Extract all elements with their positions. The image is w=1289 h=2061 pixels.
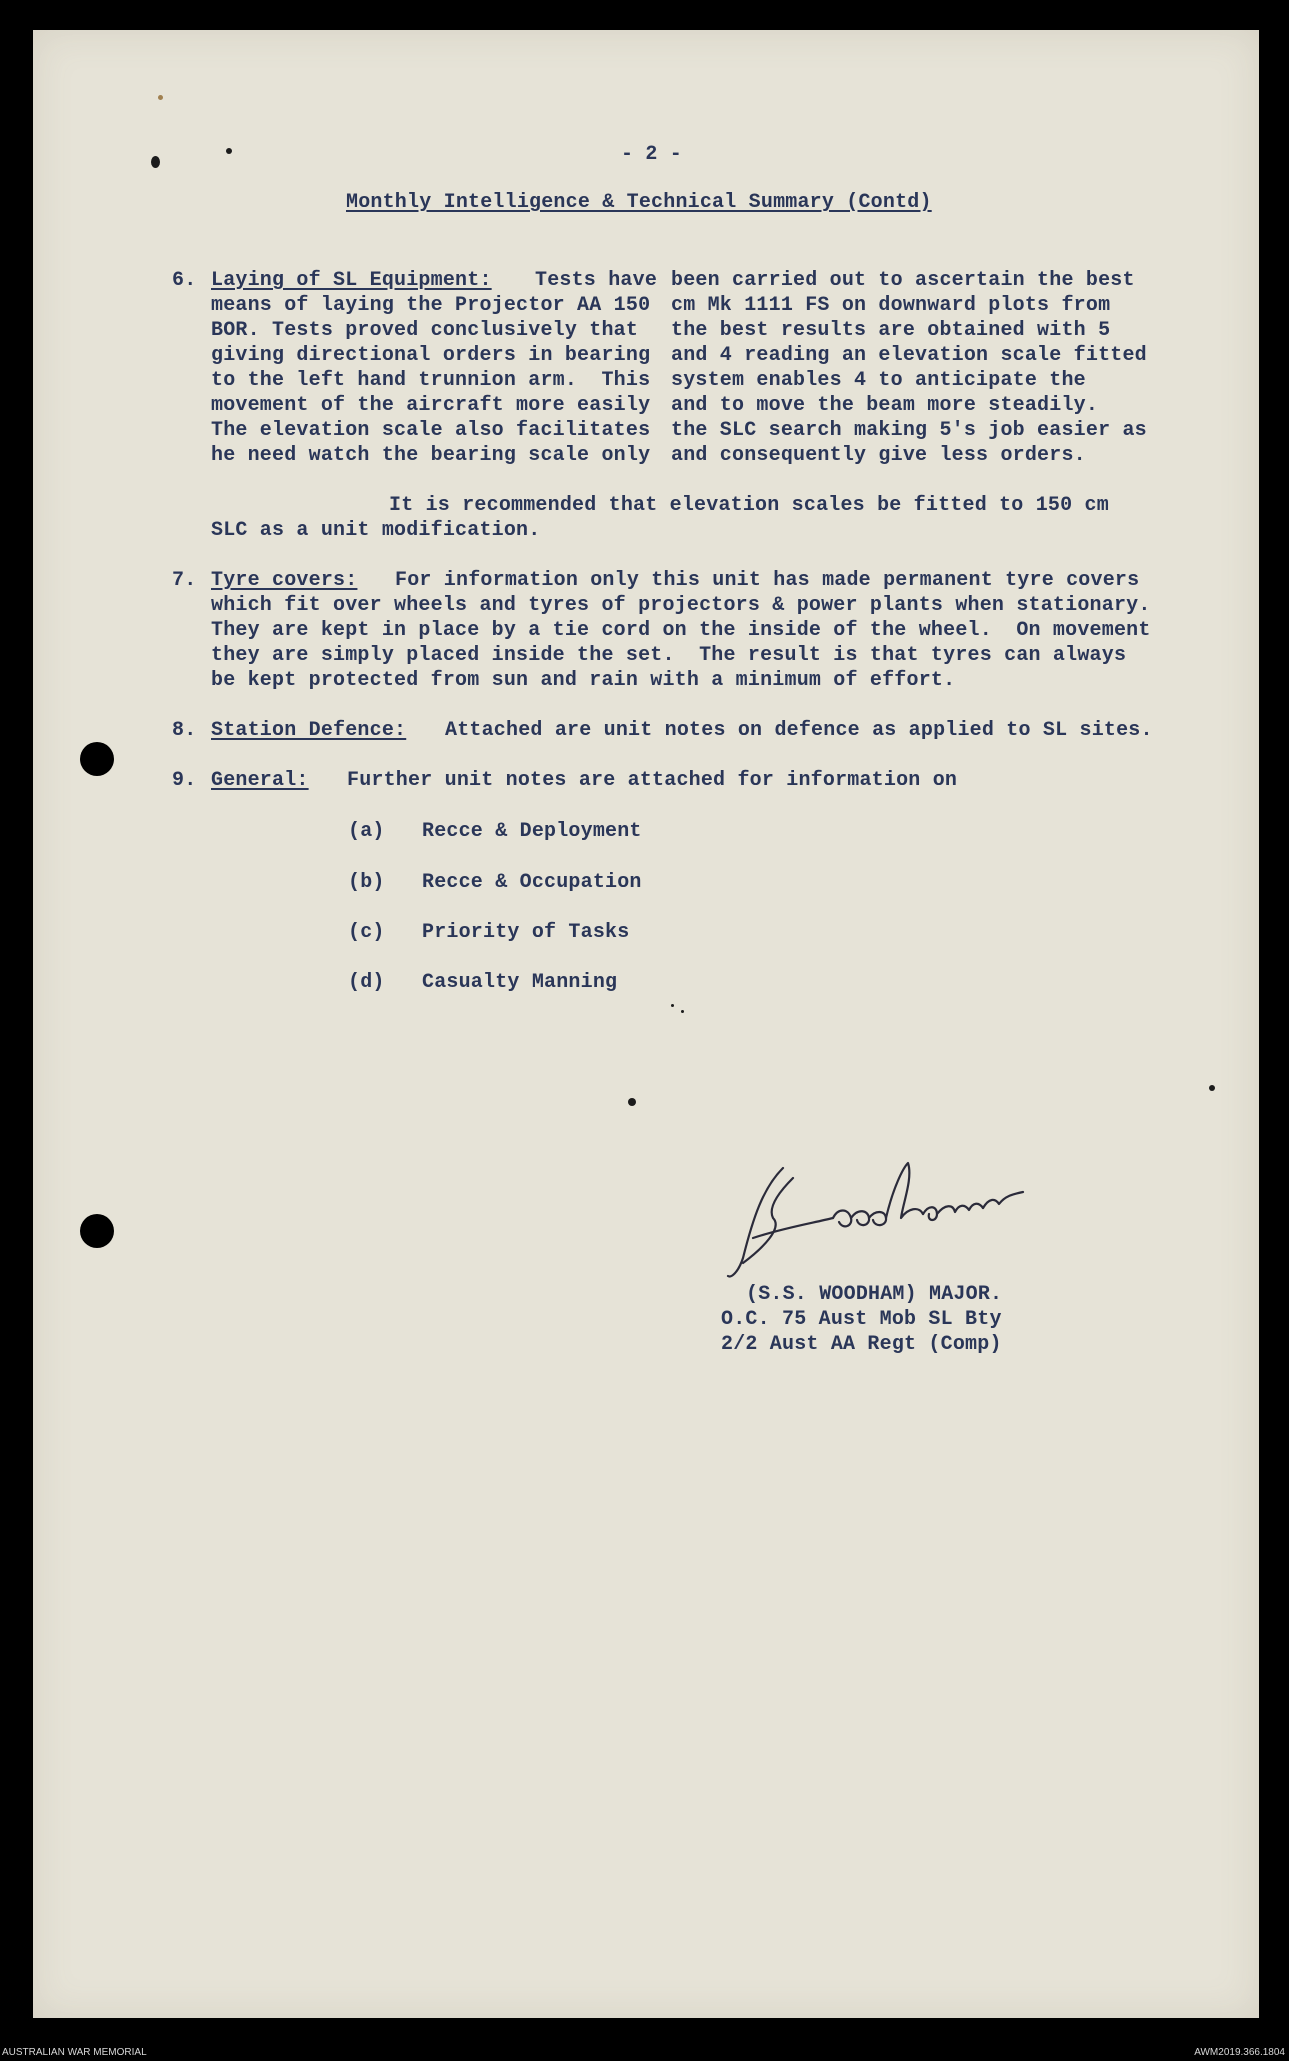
ink-speck — [681, 1010, 684, 1013]
punch-hole-top — [80, 742, 114, 776]
list-item-label: (c) — [348, 921, 385, 944]
item7-line: which fit over wheels and tyres of projectors & power plants when stationary. — [211, 594, 1151, 617]
handwritten-signature — [723, 1148, 1083, 1288]
item9-number: 9. — [172, 769, 197, 792]
item6-heading: Laying of SL Equipment: — [211, 269, 492, 292]
item9-text: Further unit notes are attached for information on — [347, 769, 958, 792]
item6-left-line: to the left hand trunnion arm. This — [211, 369, 651, 392]
ink-speck — [671, 1004, 674, 1007]
ink-speck — [1209, 1085, 1215, 1091]
list-item: Recce & Occupation — [422, 871, 642, 894]
list-item: Casualty Manning — [422, 971, 618, 994]
item6-left-line: The elevation scale also facilitates — [211, 419, 651, 442]
document-page — [33, 30, 1259, 2018]
item6-right-line: and consequently give less orders. — [671, 444, 1086, 467]
list-item: Recce & Deployment — [422, 820, 642, 843]
item8-text: Attached are unit notes on defence as applied to SL sites. — [445, 719, 1153, 742]
signatory-regiment: 2/2 Aust AA Regt (Comp) — [721, 1333, 1002, 1356]
item6-right-line: and 4 reading an elevation scale fitted — [671, 344, 1147, 367]
item6-right-line: been carried out to ascertain the best — [671, 269, 1135, 292]
item6-recommendation: SLC as a unit modification. — [211, 519, 541, 542]
ink-speck — [151, 156, 160, 168]
ink-speck — [226, 148, 232, 154]
item6-left-line: movement of the aircraft more easily — [211, 394, 651, 417]
item6-left-line: BOR. Tests proved conclusively that — [211, 319, 639, 342]
item7-line: For information only this unit has made permanent tyre covers — [395, 569, 1140, 592]
list-item-label: (b) — [348, 871, 385, 894]
page-title: Monthly Intelligence & Technical Summary (Contd) — [346, 191, 932, 214]
item6-recommendation: It is recommended that elevation scales be fitted to 150 cm — [389, 494, 1109, 517]
item8-number: 8. — [172, 719, 197, 742]
ink-speck — [628, 1098, 636, 1106]
item6-right-line: the best results are obtained with 5 — [671, 319, 1111, 342]
item9-heading: General: — [211, 769, 309, 792]
signatory-unit: O.C. 75 Aust Mob SL Bty — [721, 1308, 1002, 1331]
item6-left-line: means of laying the Projector AA 150 — [211, 294, 651, 317]
item6-right-line: and to move the beam more steadily. — [671, 394, 1099, 417]
signatory-name: (S.S. WOODHAM) MAJOR. — [746, 1283, 1003, 1306]
item6-left-line: he need watch the bearing scale only — [211, 444, 651, 467]
item7-line: they are simply placed inside the set. The result is that tyres can always — [211, 644, 1127, 667]
list-item: Priority of Tasks — [422, 921, 630, 944]
footer-accession-number: AWM2019.366.1804 — [1194, 2047, 1285, 2058]
list-item-label: (d) — [348, 971, 385, 994]
list-item-label: (a) — [348, 820, 385, 843]
footer-institution: AUSTRALIAN WAR MEMORIAL — [2, 2047, 147, 2058]
item7-line: They are kept in place by a tie cord on the inside of the wheel. On movement — [211, 619, 1151, 642]
item6-right-line: cm Mk 1111 FS on downward plots from — [671, 294, 1111, 317]
page-number: - 2 - — [621, 143, 683, 166]
punch-hole-bottom — [80, 1214, 114, 1248]
item6-right-line: system enables 4 to anticipate the — [671, 369, 1086, 392]
item6-right-line: the SLC search making 5's job easier as — [671, 419, 1147, 442]
item6-left-line: giving directional orders in bearing — [211, 344, 651, 367]
item6-left-line: Tests have — [535, 269, 658, 292]
item8-heading: Station Defence: — [211, 719, 407, 742]
ink-speck — [158, 95, 163, 100]
item7-line: be kept protected from sun and rain with a minimum of effort. — [211, 669, 956, 692]
item6-number: 6. — [172, 269, 197, 292]
item7-number: 7. — [172, 569, 197, 592]
item7-heading: Tyre covers: — [211, 569, 358, 592]
